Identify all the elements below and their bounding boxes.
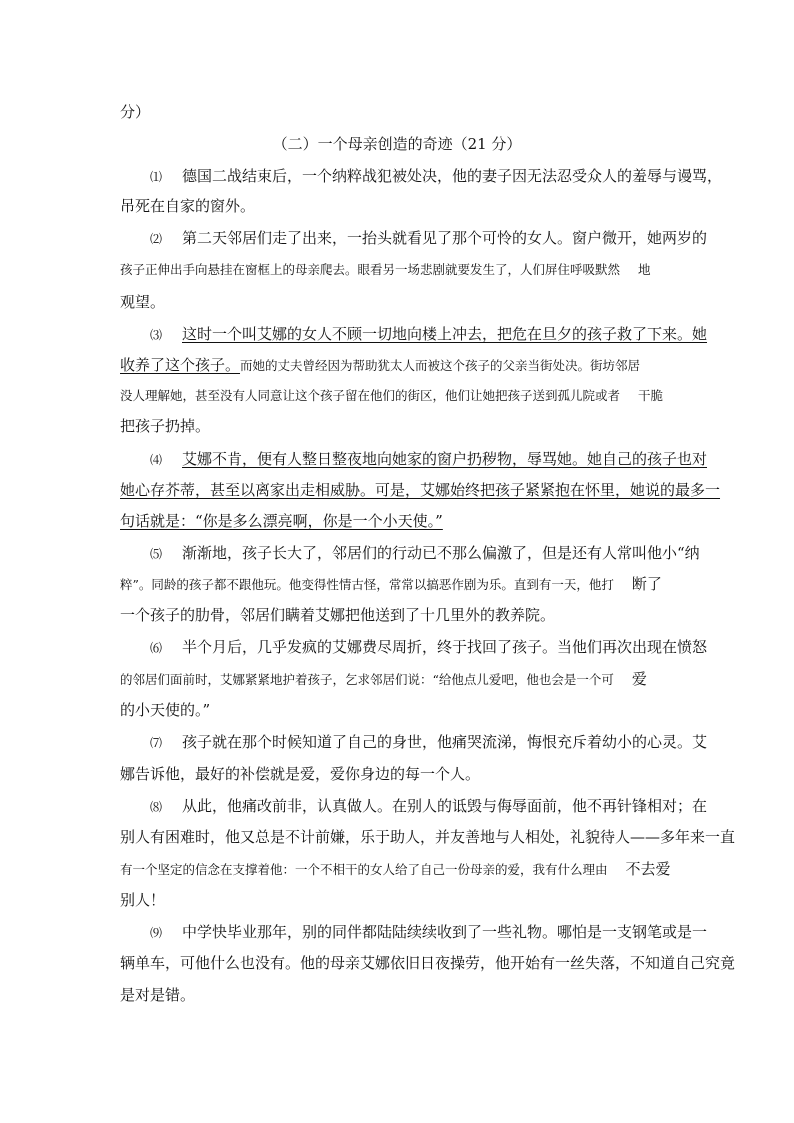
paragraph-8-line-2: 别人有困难时，他又总是不计前嫌，乐于助人，并友善地与人相处，礼貌待人——多年来一直 [120, 828, 736, 846]
paragraph-4-line-1 [150, 449, 707, 470]
paragraph-text: 爱 [631, 670, 647, 688]
paragraph-text: 从此，他痛改前非，认真做人。在别人的诋毁与侮辱面前，他不再针锋相对；在 [182, 797, 708, 815]
paragraph-2-line-2 [120, 260, 651, 280]
paragraph-text: 第二天邻居们走了出来，一抬头就看见了那个可怜的女人。窗户微开，她两岁的 [182, 229, 708, 247]
paragraph-text: 没人理解她，甚至没有人同意让这个孩子留在他们的街区，他们让她把孩子送到孤儿院或者 [120, 388, 621, 403]
paragraph-6-line-1 [150, 637, 707, 658]
paragraph-1-line-1 [150, 166, 722, 187]
paragraph-text: 德国二战结束后，一个纳粹战犯被处决，他的妻子因无法忍受众人的羞辱与谩骂， [182, 167, 723, 185]
paragraph-5-line-1 [150, 543, 700, 564]
paragraph-text: 断了 [631, 575, 662, 593]
paragraph-1-line-2: 吊死在自家的窗外。 [120, 197, 256, 215]
paragraph-3-line-4: 把孩子扔掉。 [120, 417, 211, 435]
paragraph-text: 有一个坚定的信念在支撑着他：一个不相干的女人给了自己一份母亲的爱，我有什么理由 [120, 862, 608, 877]
paragraph-text: 粹”。同龄的孩子都不跟他玩。他变得性情古怪，常常以搞恶作剧为乐。直到有一天，他打 [120, 577, 614, 592]
carry-over-text: 分） [120, 103, 151, 121]
paragraph-number: ⑷ [150, 453, 163, 467]
paragraph-text: 的邻居们面前时，艾娜紧紧地护着孩子，乞求邻居们说：“给他点儿爱吧，他也会是一个可 [120, 672, 614, 687]
paragraph-8-line-4: 别人！ [120, 891, 166, 909]
paragraph-3-line-1 [150, 324, 707, 345]
paragraph-number: ⑼ [150, 926, 163, 940]
paragraph-6-line-2 [120, 669, 647, 690]
paragraph-9-line-3: 是对是错。 [120, 986, 196, 1004]
paragraph-number: ⑺ [150, 736, 163, 750]
underlined-text: 艾娜不肯，便有人整日整夜地向她家的窗户扔秽物，辱骂她。她自己的孩子也对 [182, 450, 708, 468]
paragraph-text: 而她的丈夫曾经因为帮助犹太人而被这个孩子的父亲当街处决。街坊邻居 [240, 358, 641, 373]
paragraph-number: ⑸ [150, 547, 163, 561]
paragraph-number: ⑶ [150, 328, 163, 342]
paragraph-7-line-2: 娜告诉他，最好的补偿就是爱，爱你身边的每一个人。 [120, 765, 481, 783]
paragraph-8-line-3 [120, 859, 671, 880]
paragraph-text: 地 [638, 262, 651, 277]
paragraph-5-line-2 [120, 574, 662, 595]
paragraph-5-line-3: 一个孩子的肋骨，邻居们瞒着艾娜把他送到了十几里外的教养院。 [120, 606, 556, 624]
underlined-text: 这时一个叫艾娜的女人不顾一切地向楼上冲去，把危在旦夕的孩子救了下来。她 [182, 325, 708, 343]
paragraph-3-line-2 [120, 355, 640, 376]
paragraph-6-line-3: 的小天使的。” [120, 701, 211, 719]
paragraph-text: 孩子正伸出手向悬挂在窗框上的母亲爬去。眼看另一场悲剧就要发生了，人们屏住呼吸默然 [120, 262, 621, 277]
paragraph-2-line-3: 观望。 [120, 293, 166, 311]
paragraph-number: ⑹ [150, 641, 163, 655]
paragraph-text: 半个月后，几乎发疯的艾娜费尽周折，终于找回了孩子。当他们再次出现在愤怒 [182, 638, 708, 656]
paragraph-3-line-3 [120, 386, 663, 406]
paragraph-number: ⑴ [150, 170, 163, 184]
paragraph-4-line-3: 句话就是：“你是多么漂亮啊，你是一个小天使。” [120, 512, 443, 530]
paragraph-text: 不去爱 [625, 860, 671, 878]
paragraph-text: 渐渐地，孩子长大了，邻居们的行动已不那么偏激了，但是还有人常叫他小“纳 [182, 544, 700, 562]
paragraph-text: 干脆 [638, 388, 664, 403]
section-title: （二）一个母亲创造的奇迹（21 分） [272, 135, 522, 153]
paragraph-2-line-1 [150, 228, 707, 249]
paragraph-8-line-1 [150, 796, 707, 817]
paragraph-9-line-1 [150, 922, 707, 943]
underlined-text: 收养了这个孩子。 [120, 356, 241, 374]
paragraph-4-line-2: 她心存芥蒂，甚至以离家出走相威胁。可是，艾娜始终把孩子紧紧抱在怀里，她说的最多一 [120, 481, 721, 499]
paragraph-number: ⑻ [150, 800, 163, 814]
paragraph-text: 中学快毕业那年，别的同伴都陆陆续续收到了一些礼物。哪怕是一支钢笔或是一 [182, 923, 708, 941]
paragraph-number: ⑵ [150, 232, 163, 246]
paragraph-text: 孩子就在那个时候知道了自己的身世，他痛哭流涕，悔恨充斥着幼小的心灵。艾 [182, 733, 708, 751]
paragraph-7-line-1 [150, 732, 707, 753]
paragraph-9-line-2: 辆单车，可他什么也没有。他的母亲艾娜依旧日夜操劳，他开始有一丝失落，不知道自己究竟 [120, 954, 736, 972]
